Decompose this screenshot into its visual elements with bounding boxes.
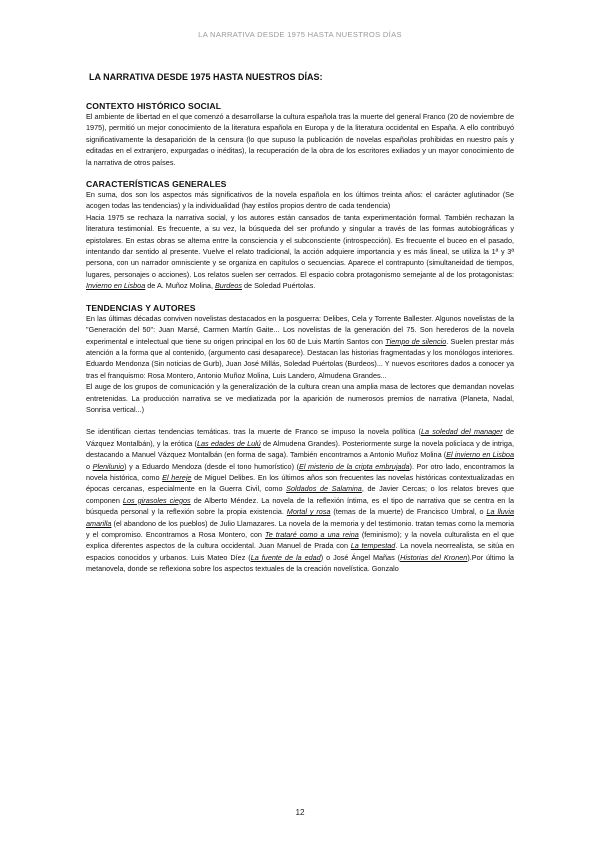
book-title: Las edades de Lulú [196, 438, 261, 448]
book-title: Tiempo de silencio [385, 336, 447, 346]
page-content [86, 72, 514, 575]
book-title: Soldados de Salamina [286, 484, 362, 494]
paragraph: En suma, dos son los aspectos más significativos de la novela española en los últimos treinta años: el carácter aglutinador (Se acogen todas las tendencias) y la individualidad (hay estilos propios dentro de cada tendencia) [86, 190, 514, 211]
book-title: La soledad del manager [420, 427, 503, 437]
paragraph: El ambiente de libertad en el que comenzó a desarrollarse la cultura española tras la muerte del general Franco (20 de noviembre de 1975), permitió un mejor conocimiento de la literatura española en Europa y de la literatura occidental en España. A ello contribuyó significativamente la desaparición de la censura (lo que supuso la publicación de novelas españolas prohibidas en nuestro país y editadas en el extranjero, expurgadas o inéditas), la recuperación de la obra de los escritores exiliados y un mayor conocimiento de la narrativa de otros países. [86, 112, 514, 167]
section-heading-contexto: CONTEXTO HISTÓRICO SOCIAL [86, 101, 222, 111]
book-title: Burdeos [214, 281, 242, 291]
book-title: Los girasoles ciegos [122, 495, 191, 505]
book-title: Invierno en Lisboa [86, 281, 146, 291]
book-title: Historias del Kronen [400, 552, 468, 562]
book-title: El misterio de la cripta embrujada [299, 461, 410, 471]
book-title: La lluvia amarilla [86, 507, 515, 528]
paragraph: En las últimas décadas conviven novelistas destacados en la posguerra: Delibes, Cela y Torrente Ballester. Algunos novelistas de la "Generación del 50": Juan Marsé, Carmen Martín Gaite... Los novelistas de la generación del 75. Son herederos de la novela experimental e intelectual que tiene su origen principal en los 60 de Luis Martín Santos con Tiempo de silencio. Suelen prestar más atención a la forma que al contenido, (argumento casi desaparece). Destacan las historias fragmentadas y los monólogos interiores. Eduardo Mendonza (Sin noticias de Gurb), Juan José Millás, Soledad Puértolas (Burdeos)... Y nuevos escritores dados a conocer ya tras el franquismo: Rosa Montero, Antonio Muñoz Molina, Luis Landero, Almudena Grandes... [86, 313, 514, 380]
section-heading-tendencias: TENDENCIAS Y AUTORES [86, 302, 196, 313]
book-title: Mortal y rosa [286, 507, 331, 517]
page-number: 12 [295, 808, 305, 817]
running-header: LA NARRATIVA DESDE 1975 HASTA NUESTROS DÍAS [198, 30, 402, 39]
paragraph: El auge de los grupos de comunicación y la generalización de la cultura crean una amplia masa de lectores que demandan novelas entretenidas. La producción narrativa se ve mediatizada por la aparición de numerosos premios de narrativa (Planeta, Nadal, Sonrisa vertical...) [86, 382, 514, 414]
book-title: Te trataré como a una reina [264, 530, 359, 539]
book-title: La fuente de la edad [250, 552, 321, 562]
document-title: LA NARRATIVA DESDE 1975 HASTA NUESTROS DÍAS: [89, 72, 323, 82]
paragraph: Se identifican ciertas tendencias temáticas. tras la muerte de Franco se impuso la novela política (La soledad del manager de Vázquez Montalbán), y la erótica (Las edades de Lulú de Almudena Grandes). Posteriormente surge la novela policíaca y de intriga, destacando a Manuel Vázquez Montalbán (en forma de saga). También encontramos a Antonio Muñoz Molina (El invierno en Lisboa o Plenilunio) y a Eduardo Mendoza (desde el tono humorístico) (El misterio de la cripta embrujada). Por otro lado, encontramos la novela histórica, como El hereje de Miguel Delibes. En los últimos años son frecuentes las novelas históricas contextualizadas en épocas cercanas, especialmente en la Guerra Civil, como Soldados de Salamina, de Javier Cercas; o los relatos breves que componen Los girasoles ciegos de Alberto Méndez. La novela de la reflexión íntima, es el tipo de narrativa que se centra en la búsqueda personal y la reflexión sobre la propia existencia. Mortal y rosa (temas de la muerte) de Francisco Umbral, o La lluvia amarilla (el abandono de los pueblos) de Julio Llamazares. La novela de la memoria y del testimonio. tratan temas como la memoria y el compromiso. Encontramos a Rosa Montero, con Te trataré como a una reina (feminismo); y la novela culturalista en el que explica diferentes aspectos de la cultura occidental. Juan Manuel de Prada con La tempestad. La novela neorrealista, se sitúa en espacios conocidos y urbanos. Luis Mateo Díez (La fuente de la edad) o José Ángel Mañas (Historias del Kronen).Por último la metanovela, donde se reflexiona sobre los aspectos textuales de la creación novelística. Gonzalo [86, 427, 515, 574]
section-heading-caracteristicas: CARACTERÍSTICAS GENERALES [86, 179, 227, 190]
paragraph: Hacia 1975 se rechaza la narrativa social, y los autores están cansados de tanta experimentación formal. También rechazan la literatura testimonial. Es frecuente, a su vez, la búsqueda del ser profundo y singular a través de las formas autobiográficas y epistolares. En estas obras se alterna entre la consciencia y el subconsciente (introspección). Es frecuente el buceo en el pasado, intentando dar sentido al presente. Vuelve el relato tradicional, la acción adquiere importancia y es más lineal, se utiliza la 1ª y 3ª persona, con un narrador omnisciente y se organiza en capítulos o secuencias. Aparece el contrapunto (simultaneidad de tiempos, lugares, personajes o acciones). Los relatos suelen ser cerrados. El espacio cobra protagonismo semejante al de los protagonistas: Invierno en Lisboa de A. Muñoz Molina, Burdeos de Soledad Puértolas. [86, 212, 514, 291]
book-title: El invierno en Lisboa [446, 450, 514, 460]
book-title: La tempestad [350, 541, 396, 551]
book-title: Plenilunio [92, 461, 125, 471]
book-title: El hereje [162, 472, 192, 482]
